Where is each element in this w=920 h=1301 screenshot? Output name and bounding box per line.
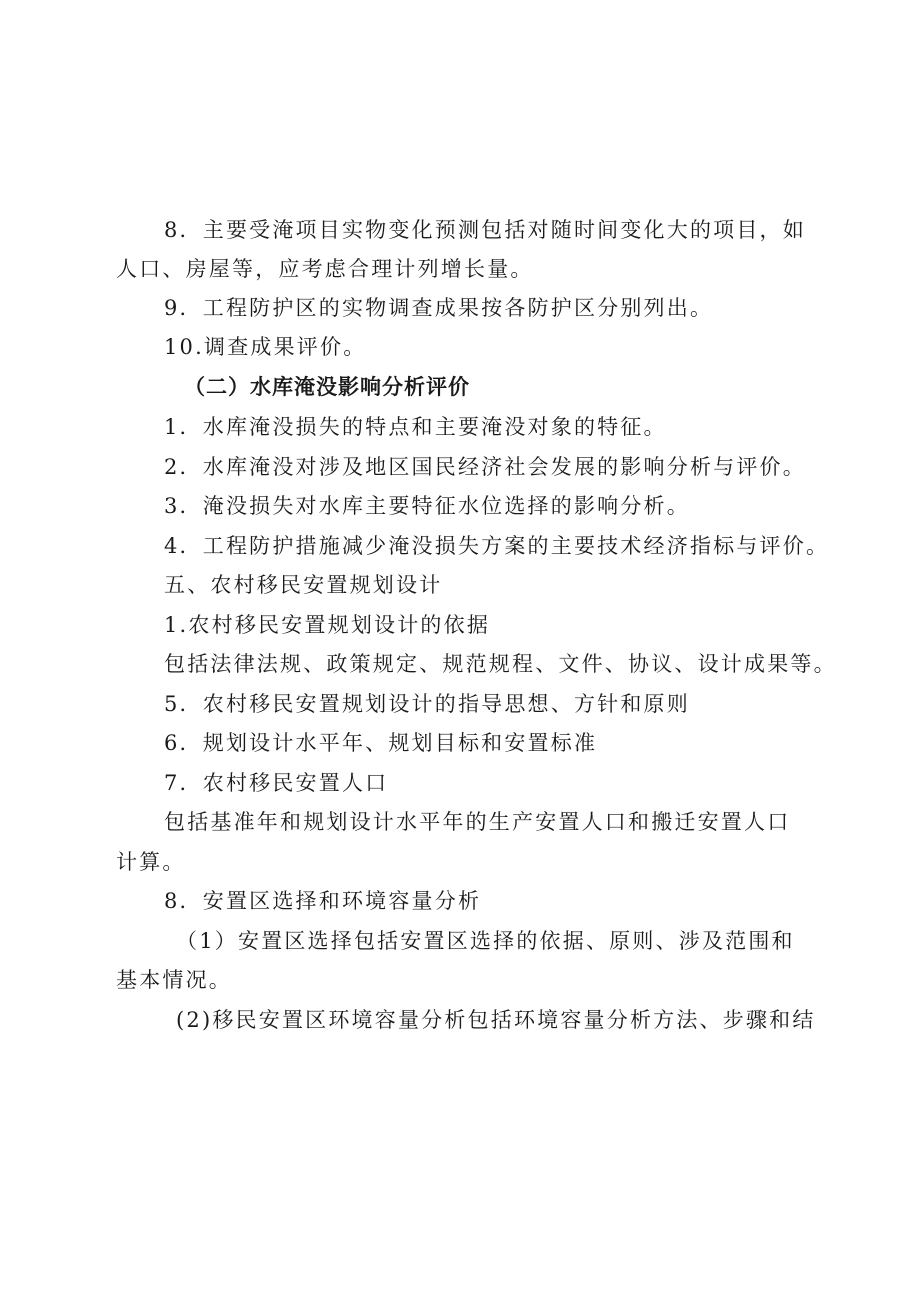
section-heading-rural-resettlement: 五、农村移民安置规划设计 [164,573,443,597]
text-line-item9: 9．工程防护区的实物调查成果按各防护区分别列出。 [164,296,714,320]
text-line-resettlement-population: 7．农村移民安置人口 [164,771,389,795]
text-line-item8: 8．主要受淹项目实物变化预测包括对随时间变化大的项目，如 [164,218,806,242]
text-line-analysis-2: 2．水库淹没对涉及地区国民经济社会发展的影响分析与评价。 [164,455,806,479]
text-line-planning-standards: 6．规划设计水平年、规划目标和安置标准 [164,731,598,755]
text-line-item10: 10.调查成果评价。 [164,335,367,359]
section-heading-inundation-analysis: （二）水库淹没影响分析评价 [184,375,470,399]
text-line-site-selection-1-cont: 基本情况。 [116,968,232,992]
text-line-basis: 1.农村移民安置规划设计的依据 [164,613,491,637]
text-line-analysis-1: 1．水库淹没损失的特点和主要淹没对象的特征。 [164,415,667,439]
text-line-analysis-4: 4．工程防护措施减少淹没损失方案的主要技术经济指标与评价。 [164,534,830,558]
text-line-guiding-principles: 5．农村移民安置规划设计的指导思想、方针和原则 [164,692,690,716]
text-line-analysis-3: 3．淹没损失对水库主要特征水位选择的影响分析。 [164,494,690,518]
text-line-basis-detail: 包括法律法规、政策规定、规范规程、文件、协议、设计成果等。 [164,652,837,676]
text-line-item8-cont: 人口、房屋等，应考虑合理计列增长量。 [116,257,534,281]
text-line-population-detail-cont: 计算。 [116,850,186,874]
text-line-site-selection-2: (2)移民安置区环境容量分析包括环境容量分析方法、步骤和结 [176,1008,816,1032]
text-line-site-selection-1: （1）安置区选择包括安置区选择的依据、原则、涉及范围和 [176,929,795,953]
text-line-population-detail: 包括基准年和规划设计水平年的生产安置人口和搬迁安置人口 [164,810,791,834]
text-line-site-selection: 8．安置区选择和环境容量分析 [164,889,482,913]
